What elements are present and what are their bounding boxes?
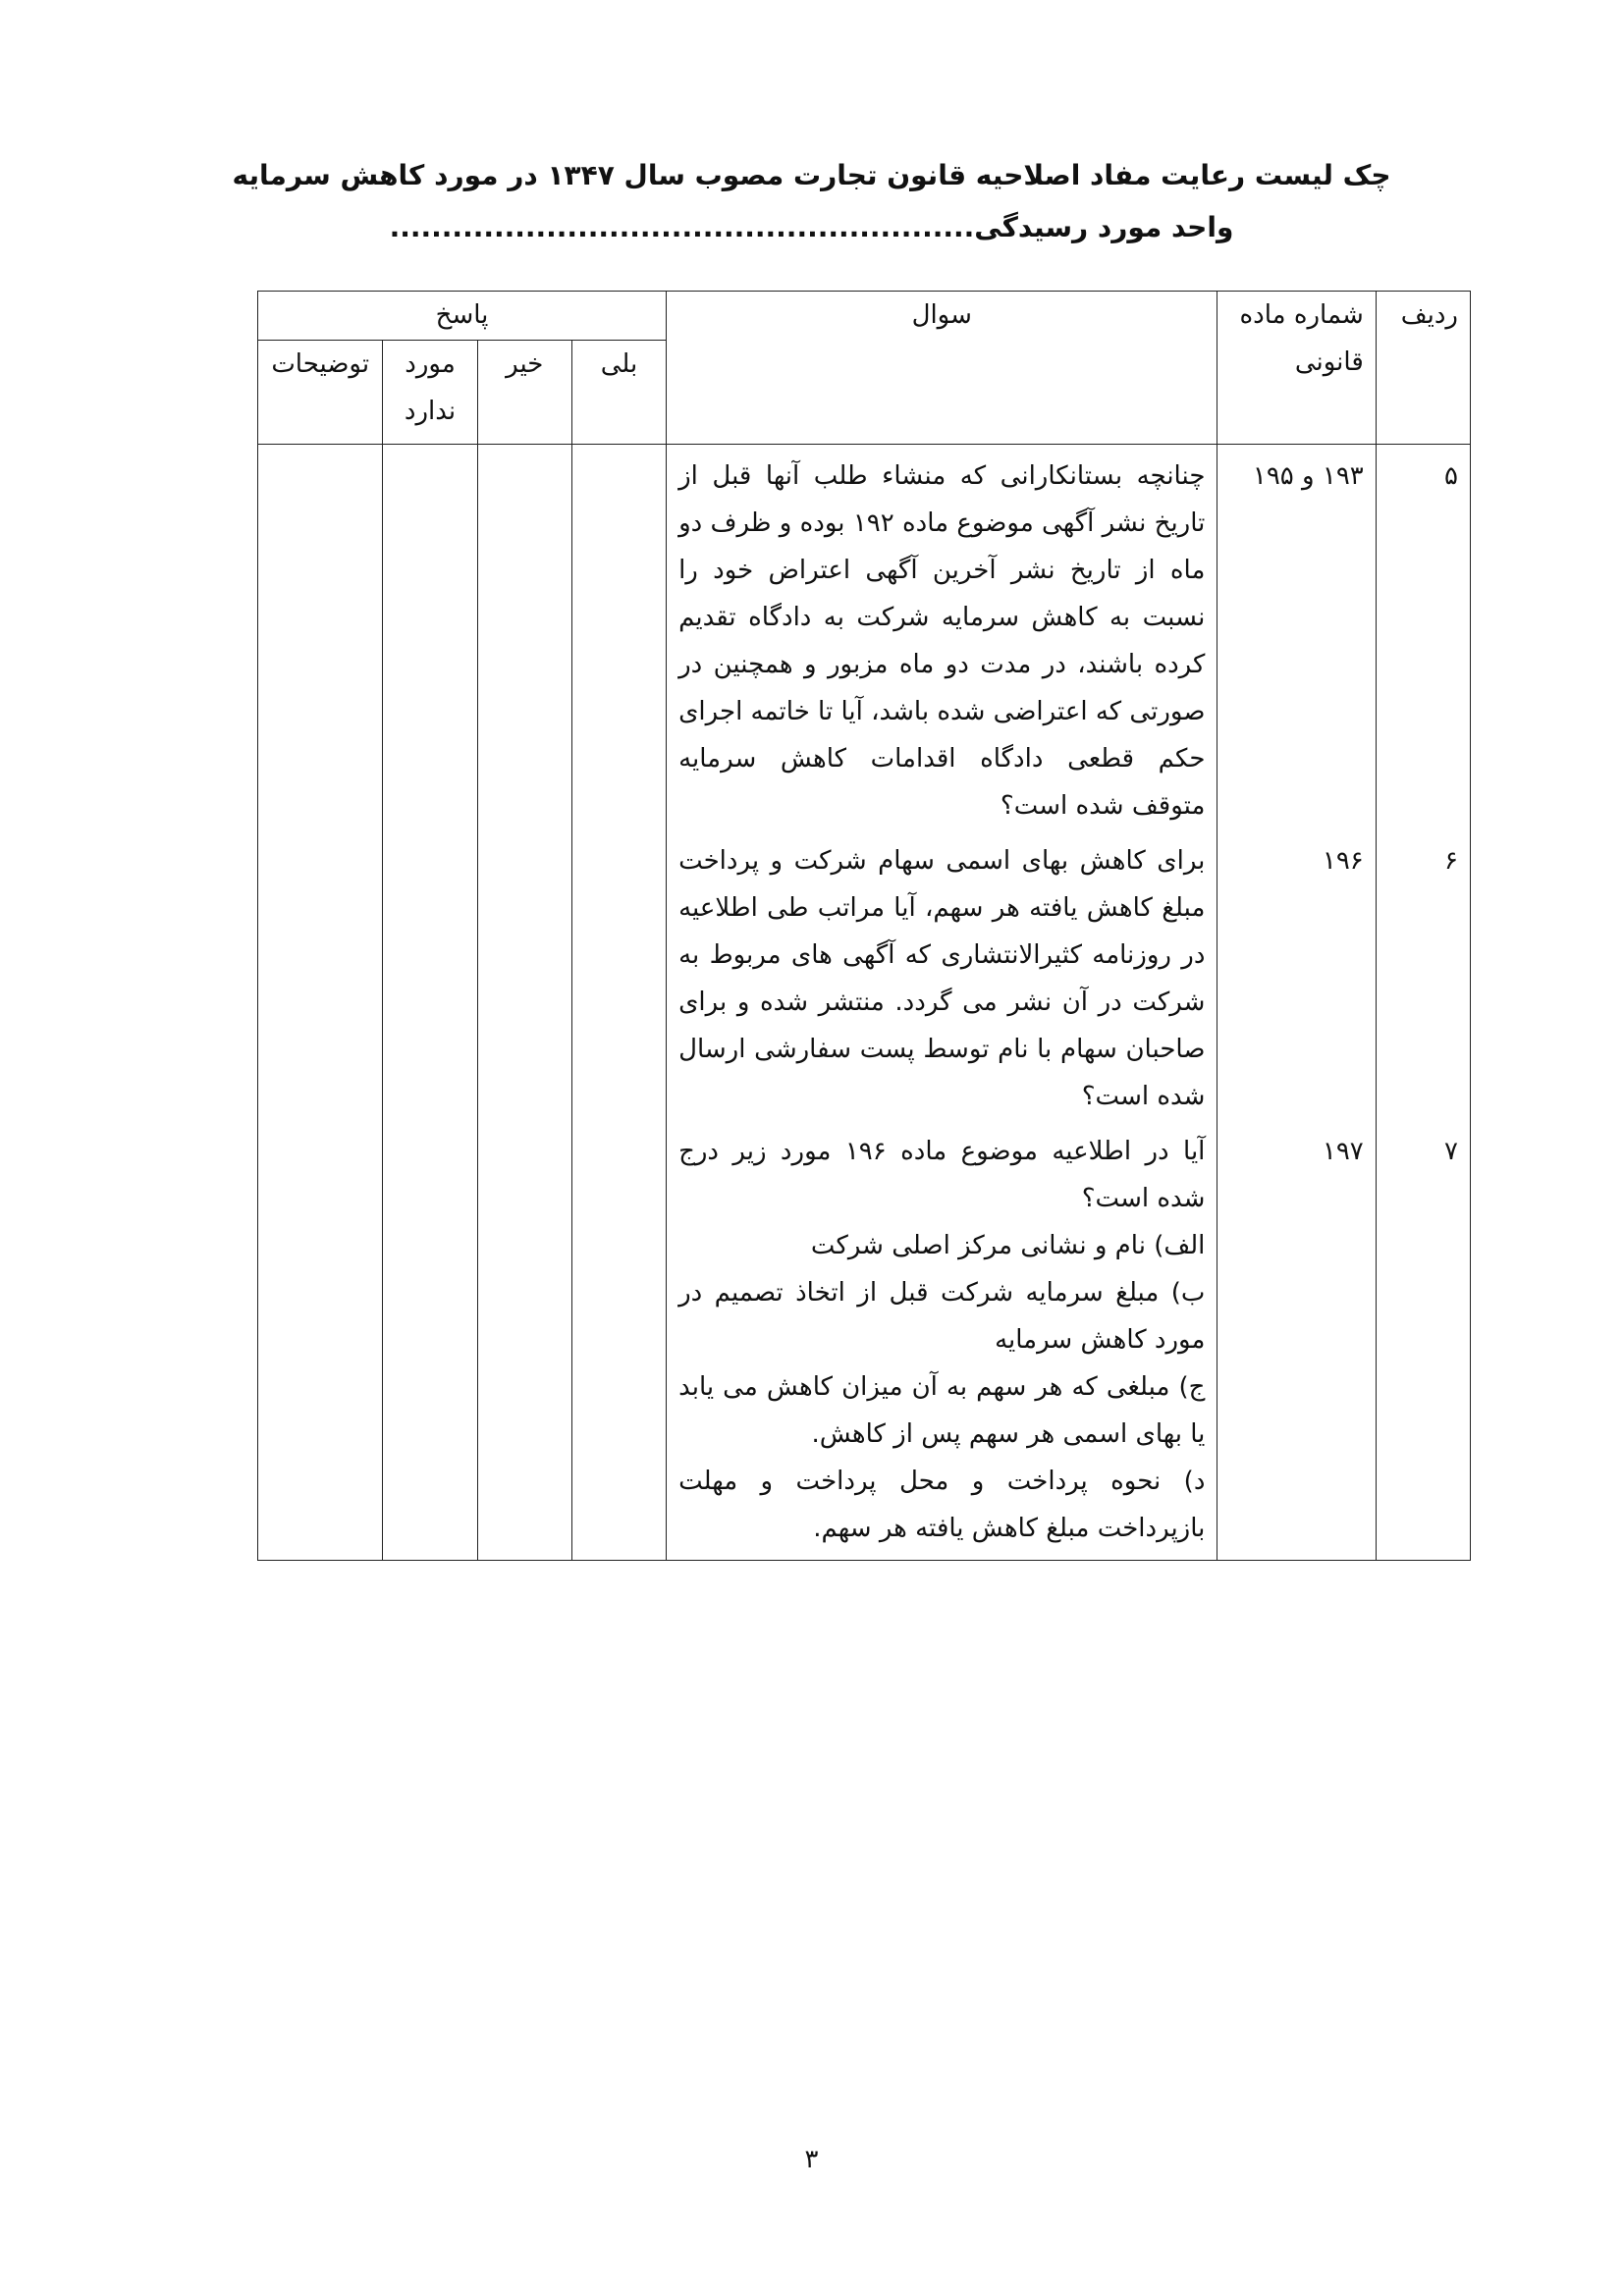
page-number: ۳ <box>804 2145 819 2174</box>
list-item: ب) مبلغ سرمایه شرکت قبل از اتخاذ تصمیم در مورد کاهش سرمایه <box>678 1278 1206 1355</box>
notes-cell[interactable] <box>258 1120 383 1560</box>
answer-no-cell[interactable] <box>477 1120 571 1560</box>
answer-no-cell[interactable] <box>477 445 571 830</box>
answer-yes-cell[interactable] <box>571 445 666 830</box>
answer-na-cell[interactable] <box>383 1120 477 1560</box>
answer-yes-cell[interactable] <box>571 829 666 1120</box>
list-item: د) نحوه پرداخت و محل پرداخت و مهلت بازپرداخت مبلغ کاهش یافته هر سهم. <box>678 1467 1206 1543</box>
question-text: چنانچه بستانکارانی که منشاء طلب آنها قبل از تاریخ نشر آگهی موضوع ماده ۱۹۲ بوده و ظرف دو ماه از تاریخ نشر آخرین آگهی اعتراض خود را نسبت به کاهش سرمایه شرکت به دادگاه تقدیم کرده باشند، در مدت دو ماه مزبور و همچنین در صورتی که اعتراضی شده باشد، آیا تا خاتمه اجرای حکم قطعی دادگاه اقدامات کاهش سرمایه متوقف شده است؟ <box>667 445 1217 830</box>
header-yes: بلی <box>571 341 666 445</box>
list-item: ج) مبلغی که هر سهم به آن میزان کاهش می یابد یا بهای اسمی هر سهم پس از کاهش. <box>678 1372 1206 1449</box>
audited-unit-line: واحد مورد رسیدگی........................................................ <box>389 211 1234 243</box>
checklist-table <box>257 291 1471 1561</box>
row-number: ۷ <box>1376 1120 1470 1560</box>
header-answer: پاسخ <box>258 292 667 341</box>
table-row <box>258 829 1471 1120</box>
answer-na-cell[interactable] <box>383 829 477 1120</box>
row-number: ۵ <box>1376 445 1470 830</box>
notes-cell[interactable] <box>258 829 383 1120</box>
header-not-applicable: مورد ندارد <box>383 341 477 445</box>
header-question: سوال <box>667 292 1217 445</box>
question-text: برای کاهش بهای اسمی سهام شرکت و پرداخت مبلغ کاهش یافته هر سهم، آیا مراتب طی اطلاعیه در روزنامه کثیرالانتشاری که آگهی های مربوط به شرکت در آن نشر می گردد. منتشر شده و برای صاحبان سهام با نام توسط پست سفارشی ارسال شده است؟ <box>667 829 1217 1120</box>
header-notes: توضیحات <box>258 341 383 445</box>
answer-no-cell[interactable] <box>477 829 571 1120</box>
answer-yes-cell[interactable] <box>571 1120 666 1560</box>
header-radif: ردیف <box>1376 292 1470 445</box>
table-row <box>258 1120 1471 1560</box>
document-title: چک لیست رعایت مفاد اصلاحیه قانون تجارت مصوب سال ۱۳۴۷ در مورد کاهش سرمایه <box>232 159 1391 191</box>
question-intro: آیا در اطلاعیه موضوع ماده ۱۹۶ مورد زیر درج شده است؟ <box>678 1137 1206 1213</box>
question-text <box>667 1120 1217 1560</box>
header-no: خیر <box>477 341 571 445</box>
answer-na-cell[interactable] <box>383 445 477 830</box>
row-number: ۶ <box>1376 829 1470 1120</box>
article-number: ۱۹۶ <box>1217 829 1376 1120</box>
article-number: ۱۹۳ و ۱۹۵ <box>1217 445 1376 830</box>
list-item: الف) نام و نشانی مرکز اصلی شرکت <box>810 1231 1206 1260</box>
notes-cell[interactable] <box>258 445 383 830</box>
article-number: ۱۹۷ <box>1217 1120 1376 1560</box>
table-row <box>258 445 1471 830</box>
header-article-number: شماره ماده قانونی <box>1217 292 1376 445</box>
